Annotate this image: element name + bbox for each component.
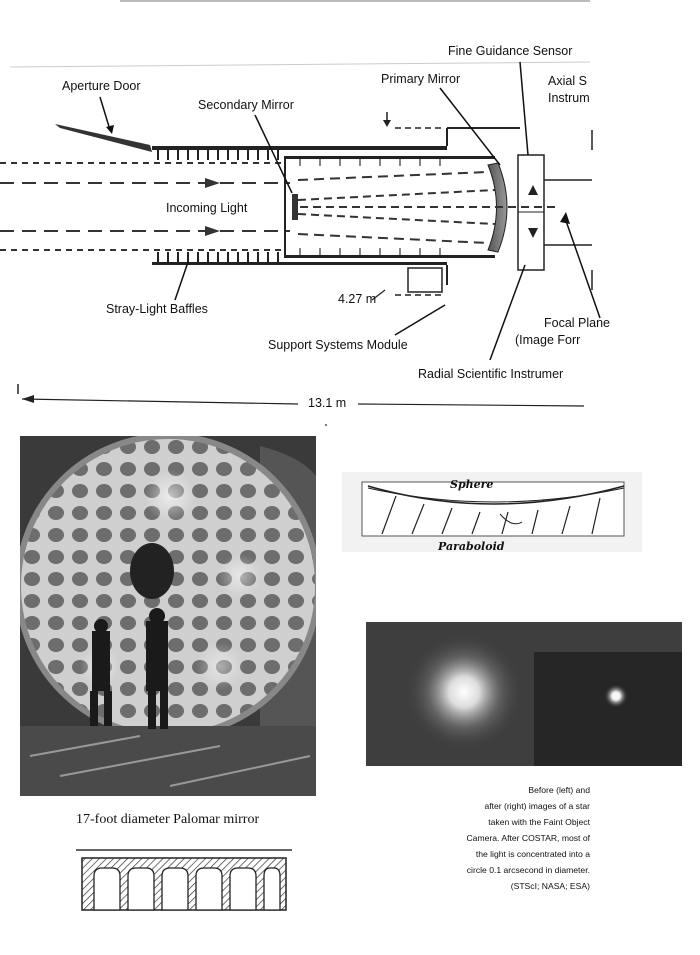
caption-line: Before (left) and: [528, 785, 590, 795]
telescope-diagram: [0, 0, 700, 420]
label-axial-instruments-1: Axial S: [548, 74, 587, 88]
label-focal-plane-2: (Image Forr: [515, 333, 581, 347]
label-dimension-length: 13.1 m: [308, 396, 347, 410]
label-stray-light-baffles: Stray-Light Baffles: [106, 302, 208, 316]
mirror-cross-section: [76, 846, 292, 916]
star-images-caption: [410, 782, 590, 894]
label-primary-mirror: Primary Mirror: [381, 72, 461, 86]
telescope-schematic: [0, 0, 700, 420]
label-radial-instruments: Radial Scientific Instrumer: [418, 367, 564, 381]
caption-line: (STScI; NASA; ESA): [510, 881, 590, 891]
palomar-mirror-illustration: [20, 436, 316, 796]
label-focal-plane-1: Focal Plane: [544, 316, 611, 330]
label-aperture-door: Aperture Door: [62, 79, 141, 93]
caption-line: the light is concentrated into a: [475, 849, 590, 859]
sphere-paraboloid-sketch: [342, 472, 642, 552]
label-secondary-mirror: Secondary Mirror: [198, 98, 294, 112]
palomar-caption: 17-foot diameter Palomar mirror: [76, 812, 260, 827]
palomar-mirror-photo: [20, 436, 316, 796]
caption-line: circle 0.1 arcsecond in diameter.: [466, 865, 590, 875]
label-sphere: Sphere: [450, 478, 494, 491]
caption-line: after (right) images of a star: [484, 801, 590, 811]
star-images-photo: [366, 622, 682, 766]
label-fine-guidance-sensor: Fine Guidance Sensor: [448, 44, 573, 58]
star-after: [604, 684, 628, 708]
caption-line: taken with the Faint Object: [488, 817, 590, 827]
label-support-systems-module: Support Systems Module: [268, 338, 408, 352]
label-paraboloid: Paraboloid: [438, 540, 505, 553]
caption-line: Camera. After COSTAR, most of: [466, 833, 590, 843]
star-before-after: [366, 622, 682, 766]
aperture-door: [55, 124, 152, 152]
label-axial-instruments-2: Instrum: [548, 91, 590, 105]
label-dimension-diameter: 4.27 m: [338, 292, 377, 306]
label-incoming-light: Incoming Light: [166, 201, 248, 215]
secondary-mirror: [292, 194, 298, 220]
star-before: [404, 632, 524, 752]
